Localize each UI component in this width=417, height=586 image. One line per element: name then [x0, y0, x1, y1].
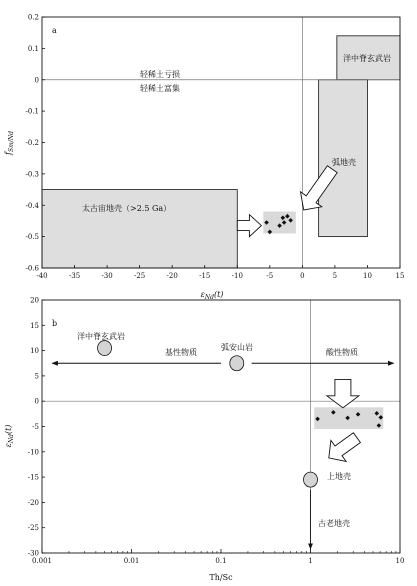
x-tick-label: -35 — [68, 272, 81, 280]
x-tick-label: 10 — [362, 272, 372, 280]
y-tick-label: 0.1 — [27, 44, 39, 53]
x-tick-label: -40 — [36, 272, 48, 280]
region-label-morb: 洋中脊玄武岩 — [343, 54, 391, 63]
refpoint-morb — [98, 341, 112, 356]
x-tick-label: -15 — [199, 272, 211, 280]
panel-a — [4, 14, 404, 302]
block-arrow-down — [327, 379, 359, 407]
y-tick-label: -0.5 — [25, 233, 39, 242]
y-tick-label: 0.2 — [27, 13, 39, 22]
y-tick-label: -30 — [27, 549, 39, 558]
annotation-felsic: 酸性物质 — [326, 348, 358, 357]
y-tick-label: -10 — [27, 448, 39, 457]
refpoint-label-morb: 洋中脊玄武岩 — [77, 332, 125, 341]
x-tick-label: 0.001 — [31, 557, 53, 565]
annotation-lree-depleted: 轻稀土亏损 — [140, 70, 180, 79]
region-label-arc-crust: 弧地壳 — [332, 158, 356, 167]
y-tick-label: 0 — [34, 397, 39, 406]
y-tick-label: -20 — [27, 498, 39, 507]
panel-a-label: a — [52, 26, 57, 35]
annotation-lree-enriched: 轻稀土富集 — [140, 84, 180, 93]
x-tick-label: -25 — [133, 272, 146, 280]
x-axis-label-b: Th/Sc — [209, 573, 233, 582]
y-tick-label: -0.4 — [25, 201, 39, 210]
refpoint-label-arc-andesite: 弧安山岩 — [221, 343, 253, 352]
y-tick-label: -15 — [27, 473, 39, 482]
y-tick-label: 20 — [30, 296, 39, 305]
x-tick-label: -5 — [266, 272, 274, 280]
y-tick-label: 5 — [34, 372, 39, 381]
refpoint-arc-andesite — [230, 356, 244, 371]
y-tick-label: -25 — [27, 524, 39, 533]
refpoint-label-upper-crust: 上地壳 — [327, 472, 351, 481]
y-tick-label: -0.2 — [25, 139, 39, 147]
y-axis-label-a: $f_{Sm/Nd}$ — [4, 131, 15, 155]
x-tick-label: 0.01 — [123, 557, 140, 565]
annotation-mafic: 基性物质 — [165, 348, 197, 357]
region-label-archean-crust: 太古宙地壳（>2.5 Ga） — [82, 204, 172, 213]
x-tick-label: 15 — [395, 272, 405, 280]
y-tick-label: -5 — [32, 423, 39, 431]
panel-b-label: b — [52, 319, 58, 328]
x-tick-label: -30 — [101, 272, 113, 280]
y-tick-label: 10 — [30, 347, 39, 356]
block-arrow-upper-crust — [329, 433, 361, 462]
annotation-old-crust: 古老地壳 — [318, 519, 350, 528]
y-tick-label: -0.6 — [25, 264, 39, 273]
region-archean-crust — [42, 190, 237, 268]
x-tick-label: 1 — [308, 557, 313, 565]
x-tick-label: -20 — [166, 272, 178, 280]
x-tick-label: 10 — [395, 557, 405, 565]
y-tick-label: -0.1 — [25, 107, 39, 116]
refpoint-upper-crust — [304, 472, 318, 487]
x-axis-label-a: $\varepsilon_{Nd}(t)$ — [200, 290, 224, 301]
y-tick-label: -0.3 — [25, 170, 39, 179]
x-tick-label: 0.1 — [215, 557, 227, 565]
x-tick-label: 0 — [300, 272, 305, 280]
block-arrow-archean — [237, 215, 261, 237]
x-tick-label: 5 — [332, 272, 338, 280]
x-tick-label: -10 — [231, 272, 243, 280]
y-tick-label: 15 — [30, 321, 39, 330]
y-tick-label: 0 — [34, 76, 39, 85]
panel-b — [4, 297, 404, 583]
y-axis-label-b: $\varepsilon_{Nd}(t)$ — [4, 424, 15, 448]
